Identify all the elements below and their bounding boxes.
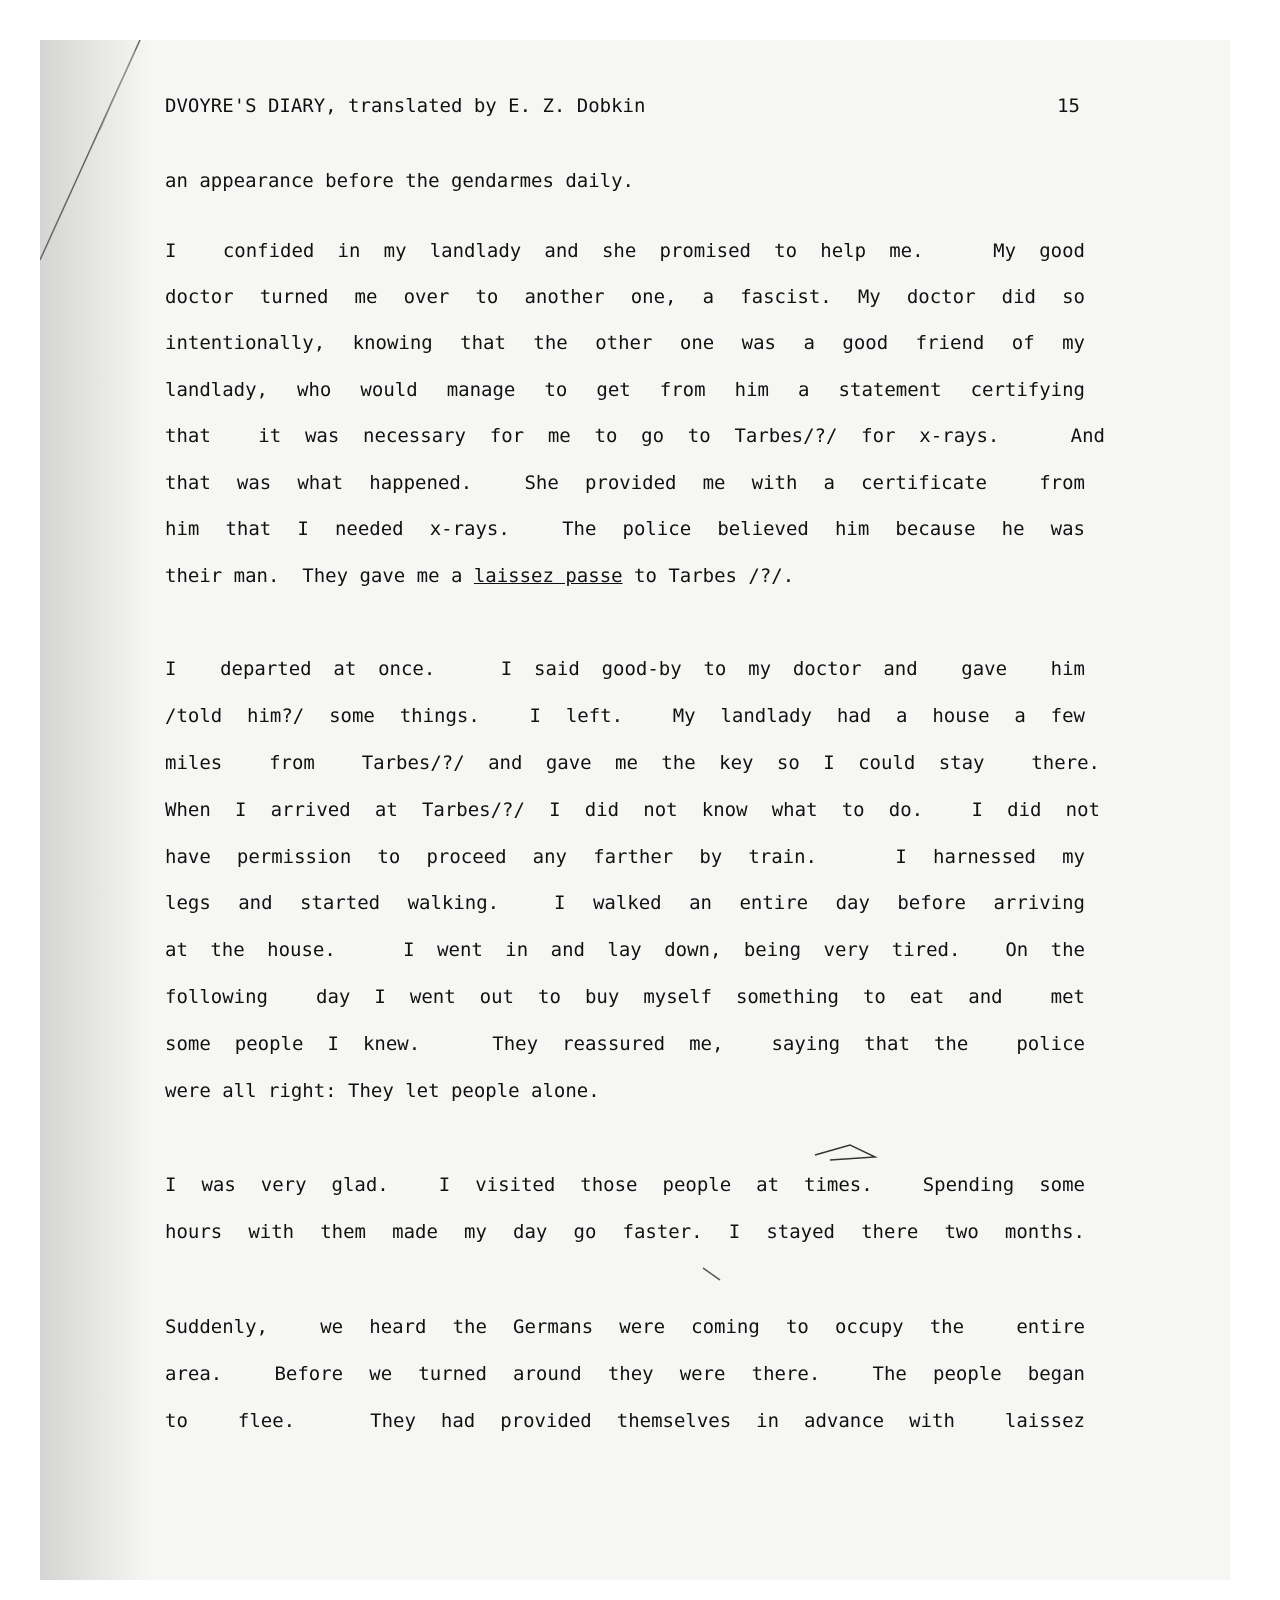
text-segment: their man. They gave me a [165, 565, 474, 587]
document-page [40, 40, 1230, 1580]
text-line: hours with them made my day go faster. I stayed there two months. [165, 1221, 1085, 1243]
text-line: landlady, who would manage to get from him a statement certifying [165, 379, 1085, 401]
text-line [165, 565, 794, 587]
text-line: /told him?/ some things. I left. My landlady had a house a few [165, 705, 1085, 727]
text-line: that it was necessary for me to go to Tarbes/?/ for x-rays. And [165, 425, 1105, 447]
text-line: following day I went out to buy myself something to eat and met [165, 986, 1085, 1008]
text-line: at the house. I went in and lay down, being very tired. On the [165, 939, 1085, 961]
text-line: some people I knew. They reassured me, saying that the police [165, 1033, 1085, 1055]
pen-mark [700, 1265, 730, 1285]
text-line: intentionally, knowing that the other one was a good friend of my [165, 332, 1085, 354]
text-line: legs and started walking. I walked an entire day before arriving [165, 892, 1085, 914]
text-line: have permission to proceed any farther by train. I harnessed my [165, 846, 1085, 868]
text-line: were all right: They let people alone. [165, 1080, 600, 1102]
text-line: doctor turned me over to another one, a fascist. My doctor did so [165, 286, 1085, 308]
text-line: I was very glad. I visited those people at times. Spending some [165, 1174, 1085, 1196]
text-line: an appearance before the gendarmes daily. [165, 170, 634, 192]
text-line: him that I needed x-rays. The police believed him because he was [165, 518, 1085, 540]
page-number: 15 [1057, 95, 1080, 117]
text-line: I confided in my landlady and she promised to help me. My good [165, 240, 1085, 262]
text-segment: to Tarbes /?/. [622, 565, 795, 587]
text-line: Suddenly, we heard the Germans were coming to occupy the entire [165, 1316, 1085, 1338]
text-line: area. Before we turned around they were there. The people began [165, 1363, 1085, 1385]
text-line: that was what happened. She provided me with a certificate from [165, 472, 1085, 494]
underlined-term: laissez passe [473, 565, 623, 587]
text-line: miles from Tarbes/?/ and gave me the key so I could stay there. [165, 752, 1100, 774]
text-line: I departed at once. I said good-by to my doctor and gave him [165, 658, 1085, 680]
document-title: DVOYRE'S DIARY, translated by E. Z. Dobkin [165, 95, 646, 117]
text-line: When I arrived at Tarbes/?/ I did not know what to do. I did not [165, 799, 1100, 821]
pen-mark [810, 1135, 880, 1175]
text-line: to flee. They had provided themselves in advance with laissez [165, 1410, 1085, 1432]
